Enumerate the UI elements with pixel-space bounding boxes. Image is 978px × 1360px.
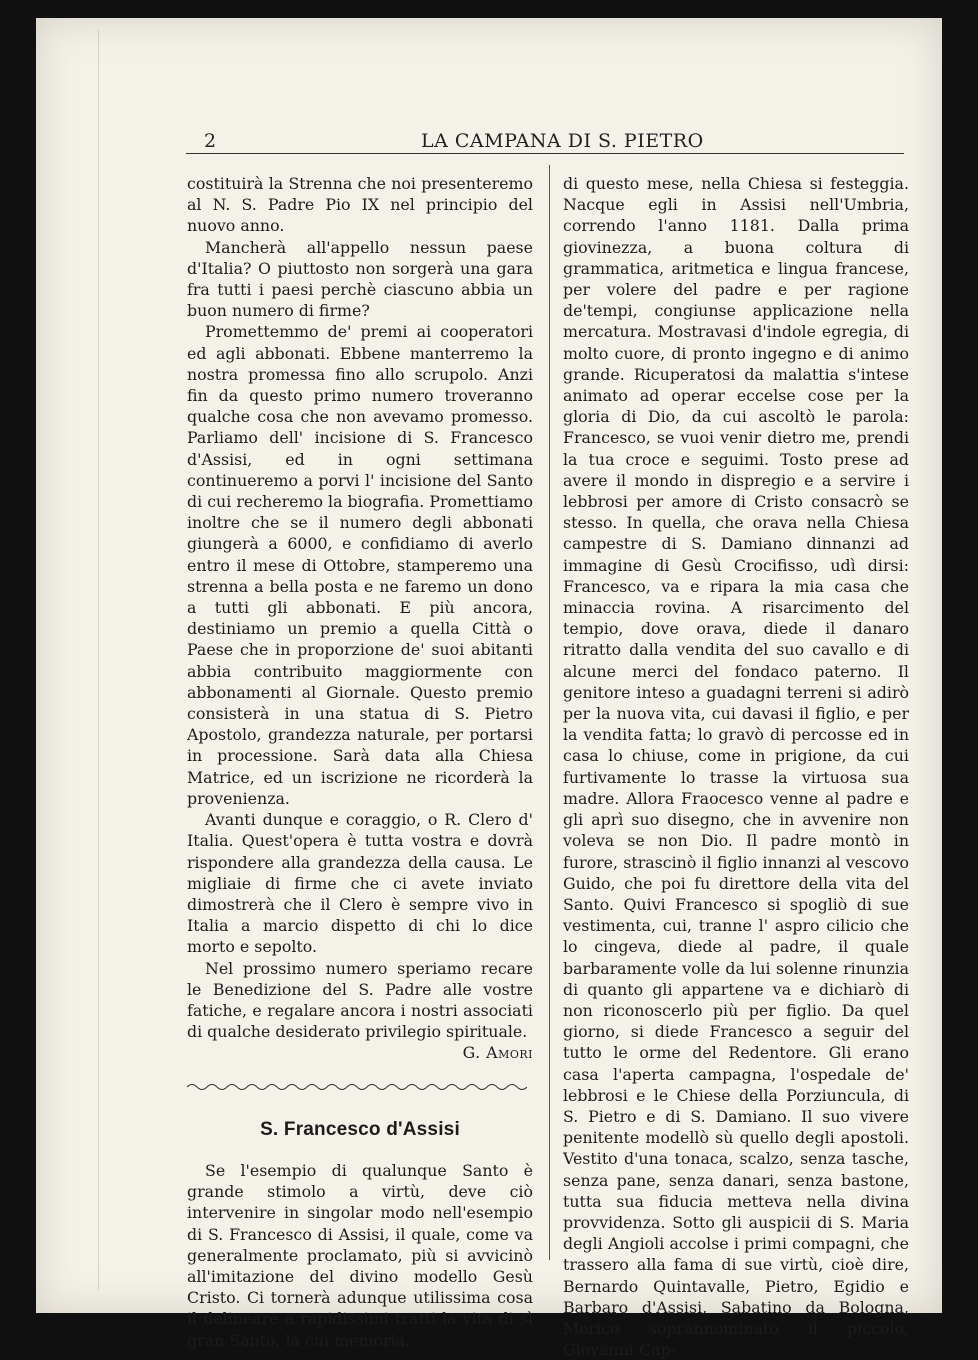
- article-paragraph: Se l'esempio di qualunque Santo è grande stimolo a virtù, deve ciò intervenire in singolar modo nell'esempio di S. Francesco di Assisi, il quale, come va generalmente proclamato, più si avvicinò all'imitazione del divino modello Gesù Cristo. Ci tornerà adunque utilissima cosa il delineare a rapidissimi tratti la vita di sì gran Santo, la cui memoria,: [187, 1160, 533, 1350]
- header-rule: [186, 153, 904, 154]
- page-number: 2: [204, 130, 217, 152]
- paragraph: Nel prossimo numero speriamo recare le Benedizione del S. Padre alle vostre fatiche, e regalare ancora i nostri associati di qualche desiderato privilegio spirituale.: [187, 958, 533, 1042]
- paragraph: Mancherà all'appello nessun paese d'Italia? O piuttosto non sorgerà una gara fra tutti i paesi perchè ciascuno abbia un buon numero di firme?: [187, 237, 533, 321]
- paragraph: Avanti dunque e coraggio, o R. Clero d' Italia. Quest'opera è tutta vostra e dovrà rispondere alla grandezza della causa. Le migliaie di firme che ci avete inviato dimostrerà che il Clero è sempre vivo in Italia a marcio dispetto di chi lo dice morto e sepolto.: [187, 810, 533, 957]
- section-title: S. Francesco d'Assisi: [260, 1118, 460, 1140]
- paragraph: Promettemmo de' premi ai cooperatori ed agli abbonati. Ebbene manterremo la nostra promessa fino allo scrupolo. Anzi fin da questo primo numero troveranno qualche cosa che non avevamo promesso. Parliamo dell' incisione di S. Francesco d'Assisi, ed in ogni settimana continueremo a porvi l' incisione del Santo di cui recheremo la biografia. Promettiamo inoltre che se il numero degli abbonati giungerà a 6000, e confidiamo di averlo entro il mese di Ottobre, stamperemo una strenna a bella posta e ne faremo un dono a tutti gli abbonati. E più ancora, destiniamo un premio a quella Città o Paese che in proporzione de' suoi abitanti abbia contribuito maggiormente con abbonamenti al Giornale. Questo premio consisterà in una statua di S. Pietro Apostolo, grandezza naturale, per portarsi in processione. Sarà data alla Chiesa Matrice, ed un iscrizione ne ricorderà la provenienza.: [187, 322, 533, 808]
- signature: G. Amori: [462, 1043, 533, 1063]
- right-column: [563, 173, 909, 1360]
- wavy-divider: [187, 1082, 527, 1092]
- column-divider: [549, 165, 550, 1260]
- page-fold: [58, 30, 99, 1290]
- article-continuation: di questo mese, nella Chiesa si festeggia. Nacque egli in Assisi nell'Umbria, correndo l'anno 1181. Dalla prima giovinezza, a buona coltura di grammatica, aritmetica e lingua francese, per volere del padre e per ragione de'tempi, congiunse applicazione nella mercatura. Mostravasi d'indole egregia, di molto cuore, di pronto ingegno e di animo grande. Ricuperatosi da malattia s'intese animato ad operar eccelse cose per la gloria di Dio, da cui ascoltò le parola: Francesco, se vuoi venir dietro me, prendi la tua croce e seguimi. Tosto prese ad avere il mondo in dispregio e a servire i lebbrosi per amore di Cristo consacrò se stesso. In quella, che orava nella Chiesa campestre di S. Damiano dinnanzi ad immagine di Gesù Crocifisso, udì dirsi: Francesco, va e ripara la mia casa che minaccia rovina. A risarcimento del tempio, dove orava, diede il danaro ritratto dalla vendita del suo cavallo e di alcune merci del fondaco paterno. Il genitore inteso a guadagni terreni si adirò per la nuova vita, cui davasi il figlio, e per la vendita fatta; lo gravò di percosse ed in casa lo chiuse, come in prigione, da cui furtivamente lo trasse la virtuosa sua madre. Allora Fraocesco venne al padre e gli aprì suo disegno, che in avvenire non voleva se non Dio. Il padre montò in furore, strascinò il figlio innanzi al vescovo Guido, che poi fu direttore della vita del Santo. Quivi Francesco si spogliò di sue vestimenta, cui, tranne l' aspro cilicio che lo cingeva, diede al padre, il quale barbaramente volle da lui solenne rinunzia di quanto gli appartene va e dichiarò di non riconoscerlo più per figlio. Da quel giorno, si diede Francesco a seguir del tutto le orme del Redentore. Gli erano casa l'aperta campagna, l'ospedale de' lebbrosi e le Chiese della Porziuncula, di S. Pietro e di S. Damiano. Il suo vivere penitente modellò sù quello degli apostoli. Vestito d'una tonaca, scalzo, senza tasche, senza pane, senza danari, senza bastone, tutta sua fiducia metteva nella divina provvidenza. Sotto gli auspicii di S. Maria degli Angioli accolse i primi compagni, che trassero alla fama di sue virtù, cioè dire, Bernardo Quintavalle, Pietro, Egidio e Barbaro d'Assisi, Sabatino da Bologna, Morico soprannominato il piccolo, Giovanni Cap-: [563, 174, 909, 1360]
- paragraph: costituirà la Strenna che noi presenteremo al N. S. Padre Pio IX nel principio del nuovo anno.: [187, 174, 533, 236]
- left-column: [187, 173, 533, 1351]
- journal-title: LA CAMPANA DI S. PIETRO: [421, 130, 704, 152]
